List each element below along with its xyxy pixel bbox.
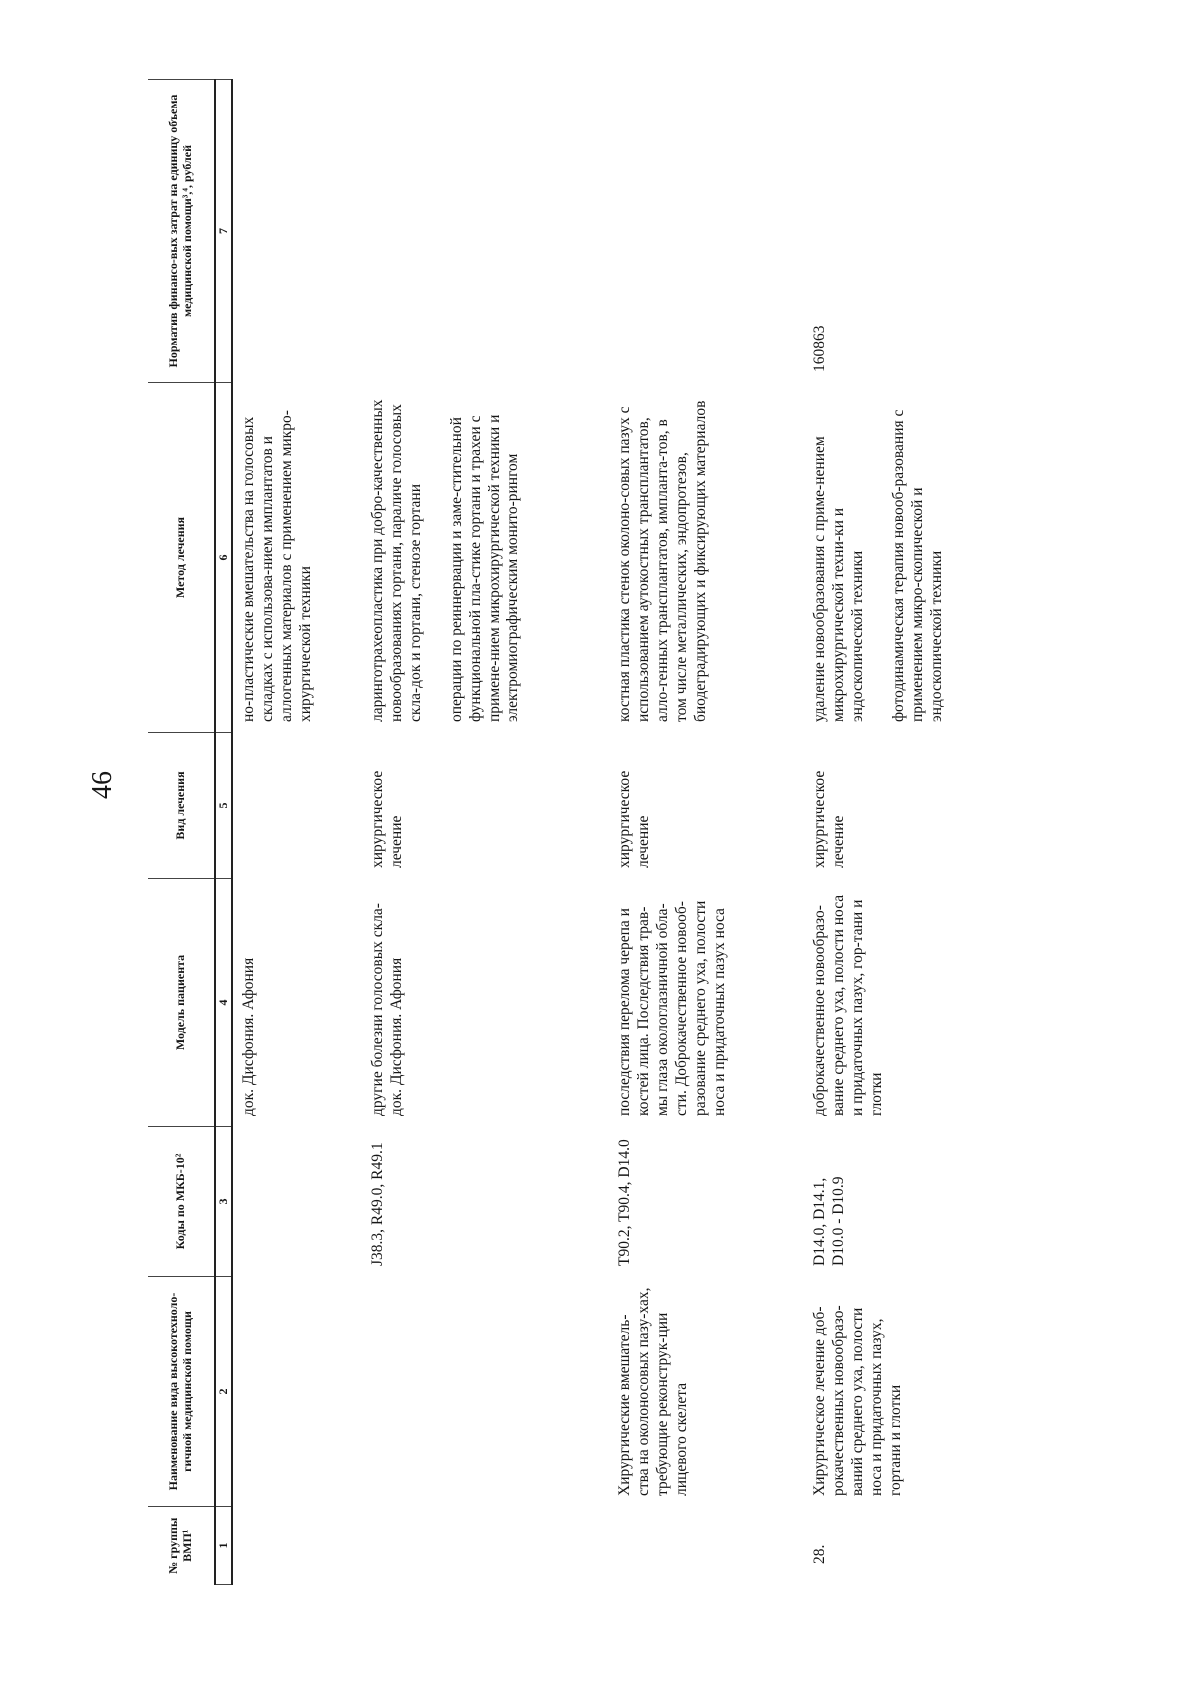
cell-icd-codes: T90.2, T90.4, D14.0 [616,1139,633,1266]
column-number: 5 [215,733,232,879]
cell-vmp-name: Хирургическое лечение доб-рокачественных новообразо-ваний среднего уха, полости носа и придаточных пазух, гортани и глотки [811,1305,904,1496]
column-number: 3 [215,1127,232,1277]
header-row [148,80,215,1585]
treatment-method-text: удаление новообразования с приме-нением микрохирургической техни-ки и эндоскопической техники [811,436,866,722]
vmp-table [148,79,958,1585]
cell-cost-norm [609,80,804,383]
table-row [232,80,362,1585]
table-row [362,80,609,1585]
rotated-page-content [148,80,1158,1585]
table-row [609,80,804,1585]
cell-group-number [609,1507,804,1585]
cell-vmp-name [232,1277,362,1507]
cell-vmp-name: Хирургические вмешатель-ства на околоносовых пазу-хах, требующие реконструк-ции лицевого скелета [616,1287,690,1496]
cell-group-number: 28. [811,1544,828,1564]
treatment-method-text: но-пластические вмешательства на голосовых складках с использова-нием имплантатов и аллогенных материалов с применением микро-хирургической техники [240,410,314,722]
header-icd-codes: Коды по МКБ-10² [148,1127,215,1277]
column-number: 2 [215,1277,232,1507]
header-patient-model: Модель пациента [148,879,215,1127]
cell-patient-model: последствия перелома черепа и костей лица. Последствия трав-мы глаза окологлазничной обла-сти. Доброкачественное новооб-разование среднего уха, полости носа и придаточных пазух носа [616,900,728,1116]
header-group-number: № группы ВМП¹ [148,1507,215,1585]
cell-patient-model: док. Дисфония. Афония [240,957,257,1116]
cell-treatment-method [232,383,362,733]
header-treatment-type: Вид лечения [148,733,215,879]
cell-group-number [232,1507,362,1585]
column-number: 1 [215,1507,232,1585]
cell-vmp-name [362,1277,609,1507]
cell-patient-model: доброкачественное новообразо-вание среднего уха, полости носа и придаточных пазух, гор-тани и глотки [811,894,885,1116]
cell-cost-norm: 160863 [811,325,828,372]
header-vmp-name: Наименование вида высокотехноло-гичной медицинской помощи [148,1277,215,1507]
cell-patient-model: другие болезни голосовых скла-док. Дисфония. Афония [369,903,405,1116]
cell-cost-norm [232,80,362,383]
column-number: 6 [215,383,232,733]
header-cost-norm: Норматив финансо-вых затрат на единицу объема медицинской помощи³,⁴, рублей [148,80,215,383]
cell-treatment-type: хирургическое лечение [811,770,847,868]
page-number: 46 [87,771,118,799]
cell-treatment-type: хирургическое лечение [369,770,405,868]
treatment-method-text: костная пластика стенок околоно-совых пазух с использованием аутокостных трансплантатов, алло-генных трансплантатов, импланта-тов, в том числе металлических, эндопротезов, биодеградирующих и фиксирующих материалов [616,400,709,722]
treatment-method-text: фотодинамическая терапия новооб-разования с применением микро-скопической и эндоскопической техники [889,409,945,722]
cell-cost-norm [362,80,609,383]
cell-treatment-type: хирургическое лечение [616,770,652,868]
cell-icd-codes: J38.3, R49.0, R49.1 [369,1142,386,1266]
header-treatment-method: Метод лечения [148,383,215,733]
cell-icd-codes [232,1127,362,1277]
cell-treatment-type [232,733,362,879]
cell-icd-codes [804,1127,958,1277]
column-number: 7 [215,80,232,383]
column-number: 4 [215,879,232,1127]
treatment-method-text: ларинготрахеопластика при добро-качественных новообразованиях гортани, параличе голосовых скла-док и гортани, стенозе гортани [369,399,424,722]
cell-treatment-method [609,383,804,733]
icd-codes-text: D14.0, D14.1, D10.0 - D10.9 [811,1176,847,1266]
cell-treatment-method [804,383,958,733]
table-row [804,80,958,1585]
cell-treatment-method [362,383,609,733]
treatment-method-text: операции по реиннервации и заме-стительной функциональной пла-стике гортани и трахеи с примене-нием микрохирургической техники и электромиографическим монито-рингом [447,414,522,722]
cell-group-number [362,1507,609,1585]
column-number-row [215,80,232,1585]
